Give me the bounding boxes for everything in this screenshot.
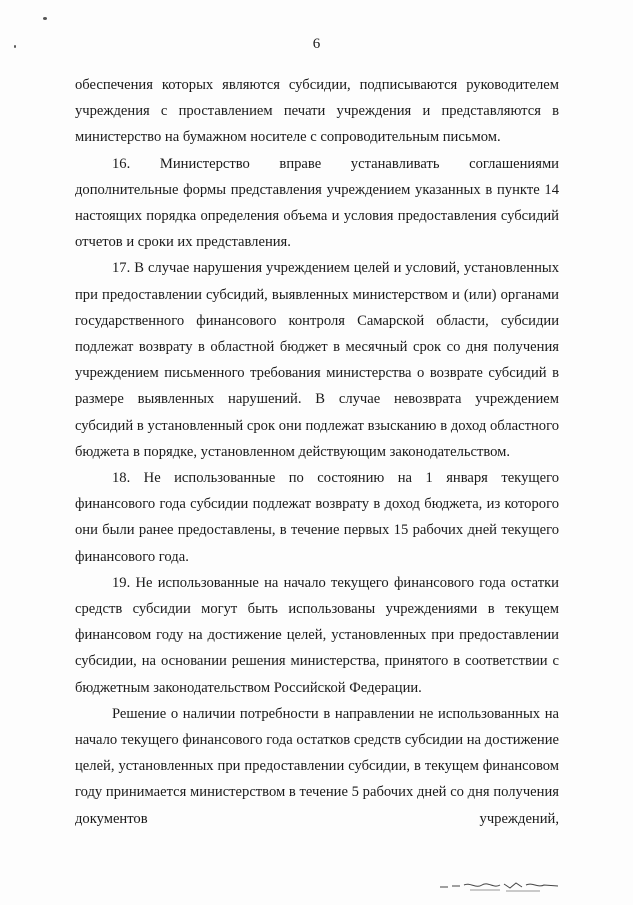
paragraph-decision: Решение о наличии потребности в направлении не использованных на начало текущего финансового года остатков средств субсидии на достижение целей, установленных при предоставлении субсидии, в текущем финансовом году принимается министерством в течение 5 рабочих дней со дня получения документов учреждений, xyxy=(75,705,559,827)
document-body xyxy=(75,72,559,832)
paragraph-continuation: обеспечения которых являются субсидии, подписываются руководителем учреждения с проставлением печати учреждения и представляются в министерство на бумажном носителе с сопроводительным письмом. xyxy=(75,77,559,146)
scan-speck xyxy=(43,17,47,20)
paragraph-16: 16. Министерство вправе устанавливать соглашениями дополнительные формы представления учреждением указанных в пункте 14 настоящих порядка определения объема и условия предоставления субсидий отчетов и сроки их представления. xyxy=(75,155,559,251)
paragraph-18: 18. Не использованные по состоянию на 1 января текущего финансового года субсидии подлежат возврату в доход бюджета, из которого они были ранее предоставлены, в течение первых 15 рабочих дней текущего финансового года. xyxy=(75,470,559,565)
page-number: 6 xyxy=(312,36,321,52)
paragraph-17: 17. В случае нарушения учреждением целей и условий, установленных при предоставлении субсидий, выявленных министерством и (или) органами государственного финансового контроля Самарской области, субсидии подлежат возврату в областной бюджет в месячный срок со дня получения учреждением письменного требования министерства о возврате субсидий в размере выявленных нарушений. В случае невозврата учреждением субсидий в установленный срок они подлежат взысканию в доход областного бюджета в порядке, установленном действующим законодательством. xyxy=(75,260,559,460)
paragraph-19: 19. Не использованные на начало текущего финансового года остатки средств субсидии могут быть использованы учреждениями в текущем финансовом году на достижение целей, установленных при предоставлении субсидии, на основании решения министерства, принятого в соответствии с бюджетным законодательством Российской Федерации. xyxy=(75,574,559,696)
scan-artifact-mark xyxy=(440,880,560,892)
